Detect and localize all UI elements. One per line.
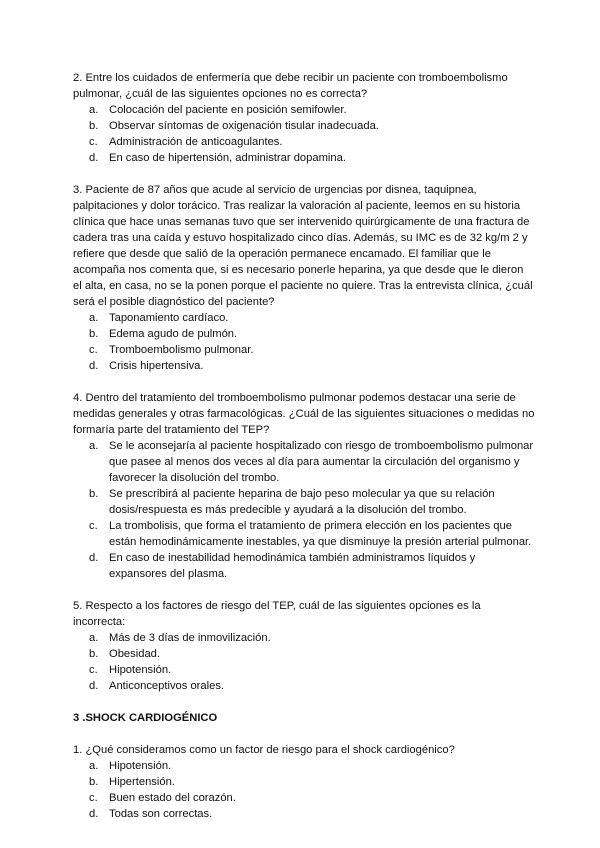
option-item: [73, 118, 535, 134]
question: [73, 742, 535, 822]
option-text: Todas son correctas.: [109, 808, 213, 820]
option-item: [73, 518, 535, 550]
option-letter: b.: [89, 776, 99, 788]
option-letter: c.: [89, 664, 98, 676]
option-text: Hipotensión.: [109, 760, 172, 772]
options-list: [73, 758, 535, 822]
option-item: [73, 326, 535, 342]
option-letter-cell: [73, 550, 109, 582]
option-text: La trombolisis, que forma el tratamiento de primera elección en los pacientes que están hemodinámicamente inestables, ya que disminuye la presión arterial pulmonar.: [109, 520, 532, 548]
option-text: En caso de inestabilidad hemodinámica también administramos líquidos y expansores del plasma.: [109, 552, 476, 580]
option-text: Edema agudo de pulmón.: [109, 328, 238, 340]
option-letter-cell: [73, 662, 109, 678]
option-letter-cell: [73, 326, 109, 342]
option-item: [73, 758, 535, 774]
question-stem: 1. ¿Qué consideramos como un factor de riesgo para el shock cardiogénico?: [73, 744, 455, 756]
option-text: En caso de hipertensión, administrar dopamina.: [109, 152, 346, 164]
option-letter-cell: [73, 646, 109, 662]
option-text: Se le aconsejaría al paciente hospitalizado con riesgo de tromboembolismo pulmonar que pasee al menos dos veces al día para aumentar la circulación del organismo y favorecer la disolución del trombo.: [109, 440, 534, 484]
option-letter: d.: [89, 152, 99, 164]
option-letter-cell: [73, 630, 109, 646]
option-letter-cell: [73, 438, 109, 486]
option-letter: b.: [89, 488, 99, 500]
option-letter: d.: [89, 808, 99, 820]
option-letter-cell: [73, 342, 109, 358]
options-list: [73, 630, 535, 694]
option-letter-cell: [73, 150, 109, 166]
option-item: [73, 806, 535, 822]
option-letter: c.: [89, 520, 98, 532]
option-letter: d.: [89, 680, 99, 692]
option-letter: c.: [89, 136, 98, 148]
option-letter-cell: [73, 774, 109, 790]
option-text: Se prescribirá al paciente heparina de bajo peso molecular ya que su relación dosis/respuesta es más predecible y ayudará a la disolución del trombo.: [109, 488, 495, 516]
questions-block-a: [73, 70, 535, 694]
option-item: [73, 550, 535, 582]
option-item: [73, 774, 535, 790]
options-list: [73, 310, 535, 374]
option-letter-cell: [73, 102, 109, 118]
option-letter: b.: [89, 120, 99, 132]
option-letter-cell: [73, 806, 109, 822]
option-text: Taponamiento cardíaco.: [109, 312, 229, 324]
option-item: [73, 134, 535, 150]
option-text: Obesidad.: [109, 648, 160, 660]
option-letter-cell: [73, 790, 109, 806]
option-text: Anticonceptivos orales.: [109, 680, 225, 692]
option-item: [73, 150, 535, 166]
option-letter: c.: [89, 344, 98, 356]
option-text: Hipotensión.: [109, 664, 172, 676]
option-letter: d.: [89, 360, 99, 372]
option-letter: b.: [89, 648, 99, 660]
question-stem: 2. Entre los cuidados de enfermería que debe recibir un paciente con tromboembolismo pulmonar, ¿cuál de las siguientes opciones no es correcta?: [73, 72, 508, 100]
option-item: [73, 358, 535, 374]
question: [73, 70, 535, 166]
option-item: [73, 102, 535, 118]
question-stem: 3. Paciente de 87 años que acude al servicio de urgencias por disnea, taquipnea, palpitaciones y dolor torácico. Tras realizar la valoración al paciente, leemos en su historia clínica que hace unas semanas tuvo que ser intervenido quirúrgicamente de una fractura de cadera tras una caída y estuvo hospitalizado cinco días. Además, su IMC es de 32 kg/m 2 y refiere que desde que salió de la operación permanece encamado. El familiar que le acompaña nos comenta que, si es necesario ponerle heparina, ya que desde que le dieron el alta, en casa, no se la ponen porque el paciente no quiere. Tras la entrevista clínica, ¿cuál será el posible diagnóstico del paciente?: [73, 184, 533, 308]
option-text: Más de 3 días de inmovilización.: [109, 632, 271, 644]
option-item: [73, 342, 535, 358]
page-content: [73, 70, 535, 838]
option-text: Crisis hipertensiva.: [109, 360, 204, 372]
option-text: Observar síntomas de oxigenación tisular inadecuada.: [109, 120, 379, 132]
option-text: Buen estado del corazón.: [109, 792, 236, 804]
question-stem: 4. Dentro del tratamiento del tromboembolismo pulmonar podemos destacar una serie de medidas generales y otras farmacológicas. ¿Cuál de las siguientes situaciones o medidas no formaría parte del tratamiento del TEP?: [73, 392, 535, 436]
option-letter-cell: [73, 310, 109, 326]
option-letter: d.: [89, 552, 99, 564]
option-item: [73, 790, 535, 806]
option-letter: a.: [89, 104, 99, 116]
options-list: [73, 102, 535, 166]
option-letter-cell: [73, 518, 109, 550]
option-letter: c.: [89, 792, 98, 804]
option-item: [73, 678, 535, 694]
option-letter-cell: [73, 758, 109, 774]
option-item: [73, 630, 535, 646]
option-text: Administración de anticoagulantes.: [109, 136, 283, 148]
option-item: [73, 310, 535, 326]
question-stem: 5. Respecto a los factores de riesgo del TEP, cuál de las siguientes opciones es la incorrecta:: [73, 600, 481, 628]
option-letter-cell: [73, 134, 109, 150]
option-item: [73, 486, 535, 518]
option-letter-cell: [73, 678, 109, 694]
option-text: Hipertensión.: [109, 776, 175, 788]
section-title: 3 .SHOCK CARDIOGÉNICO: [73, 712, 218, 724]
option-letter: a.: [89, 440, 99, 452]
option-letter: b.: [89, 328, 99, 340]
options-list: [73, 438, 535, 582]
option-letter: a.: [89, 632, 99, 644]
option-item: [73, 646, 535, 662]
option-letter: a.: [89, 312, 99, 324]
option-item: [73, 438, 535, 486]
option-item: [73, 662, 535, 678]
option-text: Colocación del paciente en posición semifowler.: [109, 104, 347, 116]
option-letter-cell: [73, 486, 109, 518]
question: [73, 182, 535, 374]
option-letter: a.: [89, 760, 99, 772]
option-letter-cell: [73, 358, 109, 374]
question: [73, 598, 535, 694]
option-text: Tromboembolismo pulmonar.: [109, 344, 254, 356]
questions-block-b: [73, 742, 535, 822]
option-letter-cell: [73, 118, 109, 134]
question: [73, 390, 535, 582]
